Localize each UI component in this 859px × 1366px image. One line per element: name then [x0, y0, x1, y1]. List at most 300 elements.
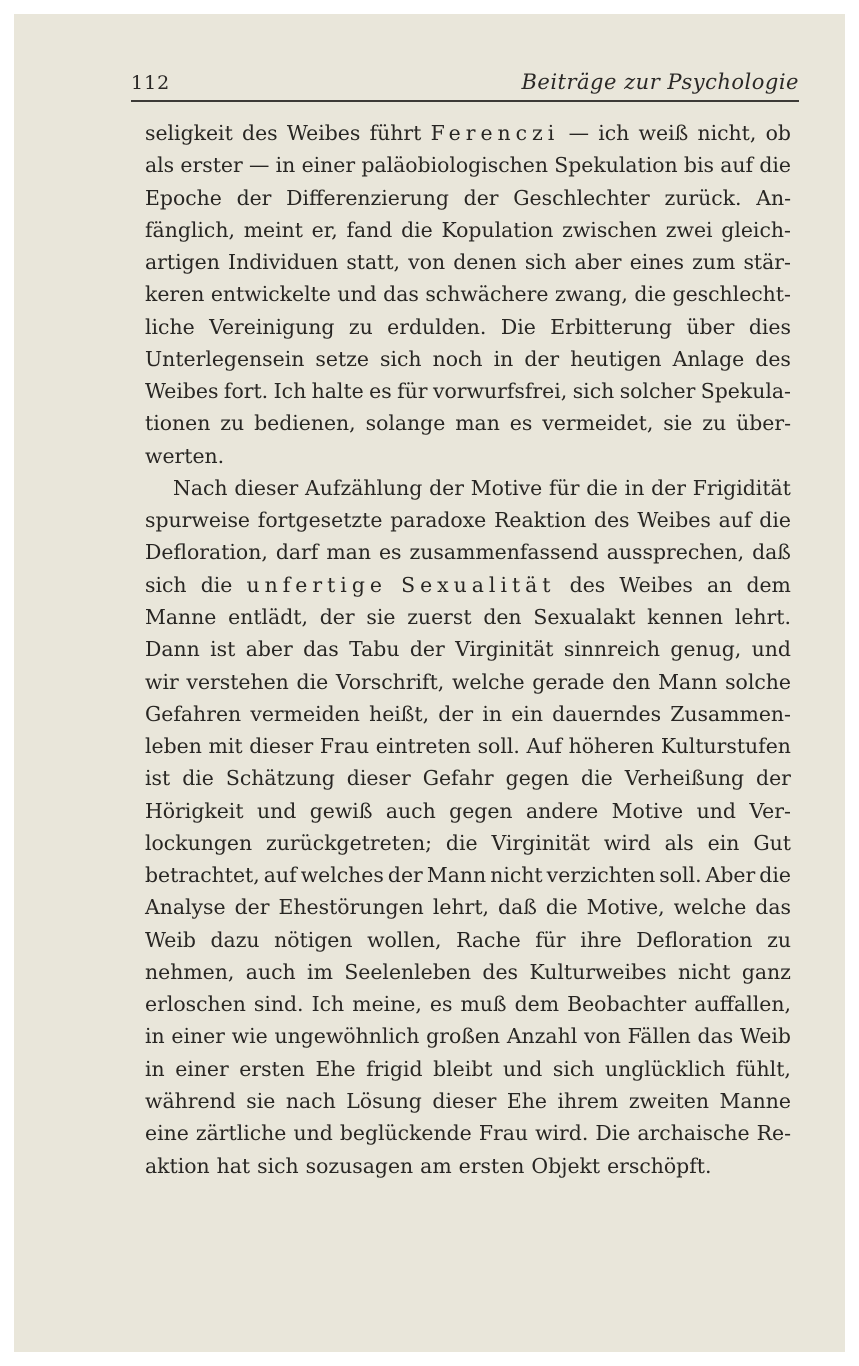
word: fand [346, 217, 393, 242]
word: Unterlegensein [145, 346, 305, 371]
word: Seelenleben [344, 959, 471, 984]
word: wie [231, 1024, 268, 1049]
word: ganz [741, 959, 791, 984]
word: welche [673, 895, 747, 920]
word: gleich- [721, 217, 791, 242]
text-line [145, 407, 791, 439]
word: dieser [249, 734, 314, 759]
word: darf [275, 540, 319, 565]
word: bedienen, [254, 411, 356, 436]
word: Defloration, [145, 540, 268, 565]
word: die [586, 475, 618, 500]
word: einer [171, 1024, 225, 1049]
word: das [697, 1024, 734, 1049]
word: vermeiden [250, 701, 360, 726]
word: von [408, 250, 446, 275]
word: sie [366, 604, 396, 629]
word: der [524, 346, 560, 371]
word: ist [145, 766, 171, 791]
text-line [145, 214, 791, 246]
word: der [651, 475, 686, 500]
word: Mann [658, 669, 718, 694]
text-line [145, 343, 791, 375]
word: stär- [743, 250, 791, 275]
word: seligkeit [145, 121, 233, 145]
word: Verheißung [624, 766, 745, 791]
word: Die [595, 1121, 631, 1146]
word: entlädt, [228, 604, 308, 629]
word: zärtliche [195, 1121, 287, 1146]
word: Weib [739, 1024, 791, 1049]
text-line [145, 311, 791, 343]
word: Fällen [627, 1024, 691, 1049]
word: Erbitterung [550, 314, 672, 339]
word: genug, [670, 637, 742, 662]
word: aber [245, 637, 293, 662]
text-line [145, 1085, 791, 1117]
word: das [303, 637, 339, 662]
word: die [296, 669, 329, 694]
word: andere [525, 798, 599, 823]
word: Ich [311, 992, 345, 1017]
word: die [545, 895, 578, 920]
text-line [145, 859, 791, 891]
word: gegen [505, 766, 570, 791]
word: Aufzählung [305, 475, 423, 500]
word: sozusagen [305, 1153, 414, 1178]
word: entwickelte [210, 282, 331, 307]
word: es [378, 540, 402, 565]
word: den [612, 669, 651, 694]
word: leben [145, 734, 202, 759]
word: in [145, 1024, 165, 1049]
page-header [131, 70, 799, 100]
word: noch [432, 346, 483, 371]
word: Ehe [506, 1088, 547, 1113]
word: die [401, 217, 433, 242]
word: und [751, 637, 791, 662]
word: Kulturstufen [660, 734, 791, 759]
word: solcher [619, 379, 696, 404]
word: und [293, 1121, 333, 1146]
word: Gut [753, 830, 791, 855]
text-line [145, 988, 791, 1020]
word: Individuen [228, 250, 339, 275]
word: Die [500, 314, 536, 339]
text-line [145, 601, 791, 633]
word: zwischen [562, 217, 658, 242]
word: heißt, [369, 701, 430, 726]
word: aussprechen, [606, 540, 745, 565]
word: werten. [145, 443, 225, 468]
word: zurück. [664, 185, 742, 210]
word: heutigen [570, 346, 662, 371]
text-line [145, 1020, 791, 1052]
word: wird. [535, 1121, 589, 1146]
text-line [145, 117, 791, 149]
word: und [696, 798, 736, 823]
text-line [145, 375, 791, 407]
word: An- [756, 185, 791, 210]
word: Motive, [586, 895, 665, 920]
word: Vorschrift, [335, 669, 445, 694]
word: vorwurfsfrei, [433, 379, 568, 404]
word: gegen [449, 798, 513, 823]
word: die [445, 830, 478, 855]
word: erster [180, 153, 243, 178]
word: — [248, 153, 270, 178]
word: lehrt, [432, 895, 490, 920]
word: einer [301, 153, 356, 178]
word: auch [385, 798, 436, 823]
word: Anzahl [506, 1024, 578, 1049]
word: daß [498, 895, 537, 920]
word: einer [175, 1056, 229, 1081]
running-title: Beiträge zur Psychologie [521, 70, 799, 94]
word: zu [702, 411, 727, 436]
word: sind. [253, 992, 304, 1017]
word: zu [220, 411, 245, 436]
word: der [387, 863, 423, 888]
word: hat [216, 1153, 251, 1178]
text-line [145, 633, 791, 665]
word: spurweise [145, 508, 250, 533]
word: statt, [346, 250, 401, 275]
word: die [581, 766, 613, 791]
text-line [145, 472, 791, 504]
body-text [145, 117, 791, 1182]
word: ist [210, 637, 236, 662]
word: als [145, 153, 175, 178]
word: Sexualität [401, 572, 556, 597]
text-line [145, 440, 791, 472]
word: lehrt. [734, 604, 791, 629]
word: daß [752, 540, 791, 565]
word: Geschlechter [513, 185, 650, 210]
word: gewiß [309, 798, 373, 823]
word: Tabu [349, 637, 400, 662]
word: die [634, 282, 667, 307]
word: fort. [223, 379, 269, 404]
word: Anlage [672, 346, 745, 371]
text-line [145, 1117, 791, 1149]
word: zweiten [628, 1088, 709, 1113]
word: Ehe [315, 1056, 356, 1081]
word: Dann [145, 637, 200, 662]
word: dem [514, 992, 560, 1017]
word: sich [572, 379, 615, 404]
word: für [535, 927, 566, 952]
word: ihre [580, 927, 622, 952]
word: ihrem [557, 1088, 619, 1113]
word: den [483, 604, 522, 629]
header-rule [131, 100, 799, 102]
word: der [438, 701, 474, 726]
word: Ver- [749, 798, 791, 823]
word: dieser [346, 766, 411, 791]
word: mit [208, 734, 243, 759]
word: beglückende [339, 1121, 472, 1146]
word: das [383, 282, 419, 307]
page-number: 112 [131, 72, 171, 94]
text-line [145, 730, 791, 762]
word: Frau [319, 734, 370, 759]
word: Defloration [636, 927, 753, 952]
word: welches [300, 863, 384, 888]
word: fortgesetzte [257, 508, 383, 533]
word: Epoche [145, 185, 222, 210]
word: Mann [426, 863, 487, 888]
word: man [455, 411, 500, 436]
word: lockungen [145, 830, 253, 855]
word: keren [145, 282, 205, 307]
word: nicht, [697, 121, 757, 145]
text-line [145, 956, 791, 988]
text-line [145, 504, 791, 536]
text-line [145, 762, 791, 794]
word: Nach [173, 475, 228, 500]
word: und [337, 282, 377, 307]
word: nicht [678, 959, 731, 984]
word: schwächere [425, 282, 549, 307]
word: im [307, 959, 333, 984]
word: Spekulation [554, 153, 678, 178]
word: es [369, 379, 392, 404]
word: ob [765, 121, 791, 145]
word: solange [365, 411, 446, 436]
word: zuerst [407, 604, 472, 629]
word: Gefahr [422, 766, 494, 791]
word: Virginität [491, 830, 590, 855]
word: man [326, 540, 371, 565]
word: der [409, 637, 445, 662]
word: eine [145, 1121, 189, 1146]
word: zwei [665, 217, 713, 242]
word: er, [311, 217, 338, 242]
word: meine, [352, 992, 422, 1017]
word: dies [748, 314, 791, 339]
word: denen [453, 250, 517, 275]
word: während [145, 1088, 236, 1113]
word: frigid [366, 1056, 423, 1081]
word: Sexualakt [533, 604, 636, 629]
word: Motive [470, 475, 543, 500]
word: die [759, 863, 791, 888]
text-line [145, 149, 791, 181]
word: Differenzierung [286, 185, 449, 210]
word: Manne [145, 604, 217, 629]
word: und [503, 1056, 543, 1081]
word: des [482, 959, 519, 984]
word: Kulturweibes [529, 959, 667, 984]
word: an [707, 572, 733, 597]
word: gerade [532, 669, 605, 694]
word: verzichten [546, 863, 656, 888]
word: Aber [705, 863, 756, 888]
word: ein [707, 830, 740, 855]
word: kennen [647, 604, 724, 629]
word: die [759, 508, 791, 533]
word: des [755, 346, 791, 371]
word: dazu [210, 927, 260, 952]
word: großen [426, 1024, 501, 1049]
word: Motive [611, 798, 684, 823]
word: erschöpft. [607, 1153, 712, 1178]
word: tionen [145, 411, 211, 436]
word: es [429, 992, 453, 1017]
word: des [593, 508, 630, 533]
word: erdulden. [387, 314, 487, 339]
word: höheren [568, 734, 655, 759]
word: und [256, 798, 297, 823]
word: nötigen [274, 927, 353, 952]
word: dieser [432, 1088, 497, 1113]
word: der [319, 604, 355, 629]
word: archaische [637, 1121, 750, 1146]
word: sie [663, 411, 693, 436]
word: Rache [456, 927, 521, 952]
word: Zusammen- [670, 701, 791, 726]
word: der [429, 475, 464, 500]
word: für [397, 379, 428, 404]
word: wird [603, 830, 651, 855]
text-line [145, 1053, 791, 1085]
word: Spekula- [700, 379, 791, 404]
word: wir [145, 669, 179, 694]
word: sich [145, 572, 187, 597]
word: Re- [756, 1121, 791, 1146]
word: über- [736, 411, 791, 436]
word: eintreten [375, 734, 471, 759]
word: wollen, [367, 927, 442, 952]
word: Reaktion [494, 508, 587, 533]
word: Weib [145, 927, 196, 952]
text-line [145, 795, 791, 827]
word: in [145, 1056, 165, 1081]
word: aber [574, 250, 622, 275]
text-line [145, 278, 791, 310]
word: Weibes [286, 121, 361, 145]
word: der [236, 185, 272, 210]
word: in [482, 701, 503, 726]
word: halte [311, 379, 364, 404]
word: das [755, 895, 791, 920]
word: von [583, 1024, 621, 1049]
word: die [759, 153, 791, 178]
word: sich [552, 1056, 595, 1081]
word: dem [746, 572, 791, 597]
word: zwang, [554, 282, 628, 307]
text-line [145, 536, 791, 568]
word: nehmen, [145, 959, 235, 984]
word: paradoxe [390, 508, 487, 533]
word: setze [315, 346, 369, 371]
word: fühlt, [735, 1056, 791, 1081]
word: für [549, 475, 580, 500]
word: die [182, 766, 214, 791]
word: Analyse [145, 895, 226, 920]
word: paläobiologischen [361, 153, 548, 178]
word: sinnreich [563, 637, 660, 662]
word: sich [380, 346, 422, 371]
word: Manne [719, 1088, 791, 1113]
word: meint [243, 217, 303, 242]
word: die [200, 572, 233, 597]
word: Objekt [531, 1153, 601, 1178]
word: auf [718, 508, 752, 533]
word: zu [767, 927, 791, 952]
word: welche [451, 669, 525, 694]
word: zusammenfassend [409, 540, 599, 565]
word: des [242, 121, 278, 145]
word: bleibt [433, 1056, 493, 1081]
word: Ferenczi [430, 121, 560, 145]
word: Ich [273, 379, 307, 404]
word: auffallen, [694, 992, 791, 1017]
word: dieser [234, 475, 299, 500]
word: es [509, 411, 533, 436]
word: muß [460, 992, 507, 1017]
word: dauerndes [552, 701, 662, 726]
text-line [145, 698, 791, 730]
word: soll. [477, 734, 520, 759]
word: vermeidet, [542, 411, 654, 436]
word: in [275, 153, 296, 178]
word: liche [145, 314, 195, 339]
text-line [145, 924, 791, 956]
word: sie [246, 1088, 276, 1113]
word: betrachtet, [145, 863, 260, 888]
word: soll. [659, 863, 702, 888]
word: solche [725, 669, 791, 694]
word: fänglich, [145, 217, 235, 242]
text-line [145, 827, 791, 859]
word: sich [257, 1153, 299, 1178]
word: am [420, 1153, 452, 1178]
word: ich [598, 121, 630, 145]
word: — [568, 121, 589, 145]
text-line [145, 1150, 791, 1182]
text-line [145, 246, 791, 278]
word: bis [683, 153, 714, 178]
word: unfertige [246, 572, 387, 597]
word: Weibes [637, 508, 711, 533]
word: Weibes [619, 572, 693, 597]
word: eines [629, 250, 684, 275]
word: zu [348, 314, 373, 339]
word: Virginität [455, 637, 554, 662]
word: führt [369, 121, 422, 145]
text-line [145, 569, 791, 601]
word: ersten [239, 1056, 305, 1081]
word: Beobachter [567, 992, 687, 1017]
word: unglücklich [604, 1056, 726, 1081]
word: verstehen [186, 669, 289, 694]
word: nach [285, 1088, 336, 1113]
word: Schätzung [225, 766, 335, 791]
word: der [463, 185, 499, 210]
word: auch [245, 959, 296, 984]
word: artigen [145, 250, 220, 275]
word: Frau [478, 1121, 528, 1146]
word: ungewöhnlich [274, 1024, 420, 1049]
word: geschlecht- [672, 282, 791, 307]
word: aktion [145, 1153, 210, 1178]
word: als [664, 830, 694, 855]
word: Hörigkeit [145, 798, 244, 823]
word: Gefahren [145, 701, 242, 726]
word: weiß [638, 121, 689, 145]
